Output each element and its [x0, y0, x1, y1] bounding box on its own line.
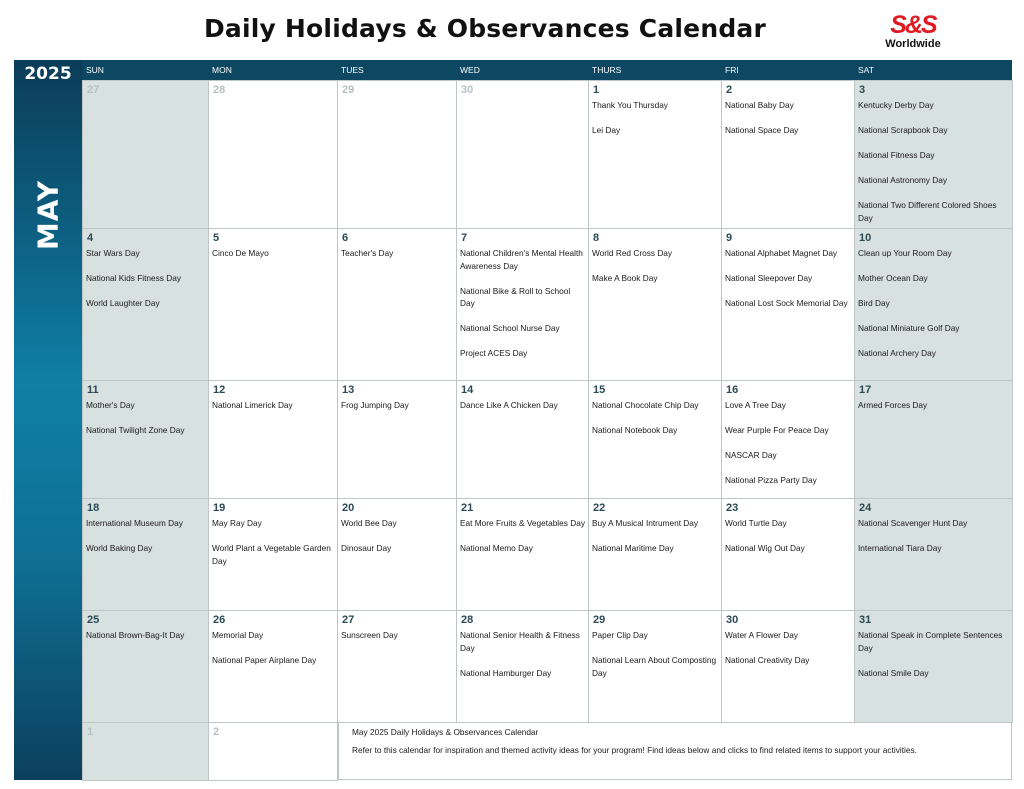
- event-item[interactable]: National Pizza Party Day: [725, 475, 817, 485]
- day-number: 9: [726, 232, 733, 244]
- event-item[interactable]: Armed Forces Day: [858, 400, 928, 410]
- day-cell[interactable]: [721, 228, 855, 381]
- day-number: 2: [726, 84, 733, 96]
- day-cell[interactable]: [208, 722, 338, 781]
- event-list: [725, 629, 852, 667]
- event-list: [460, 247, 586, 360]
- day-number: 23: [726, 502, 739, 514]
- event-item[interactable]: Clean up Your Room Day: [858, 248, 952, 258]
- event-list: [86, 629, 206, 642]
- day-number: 10: [859, 232, 872, 244]
- day-number: 19: [213, 502, 226, 514]
- day-cell[interactable]: [456, 228, 589, 381]
- day-number: 4: [87, 232, 94, 244]
- weekday-mon: MON: [212, 65, 232, 75]
- event-item[interactable]: Mother's Day: [86, 400, 135, 410]
- day-cell[interactable]: [82, 80, 209, 229]
- day-number: 7: [461, 232, 468, 244]
- day-number: 28: [213, 84, 226, 96]
- event-list: [341, 399, 454, 412]
- day-cell[interactable]: [588, 498, 722, 611]
- event-item[interactable]: World Baking Day: [86, 543, 153, 553]
- event-list: [592, 629, 719, 679]
- event-item[interactable]: Dance Like A Chicken Day: [460, 400, 558, 410]
- day-cell[interactable]: [854, 610, 1013, 723]
- event-list: [460, 517, 586, 555]
- event-item[interactable]: International Tiara Day: [858, 543, 942, 553]
- event-item[interactable]: National Scavenger Hunt Day: [858, 518, 968, 528]
- day-cell[interactable]: [82, 610, 209, 723]
- event-item[interactable]: National Memo Day: [460, 543, 533, 553]
- event-item[interactable]: National Smile Day: [858, 667, 929, 678]
- event-list: [460, 399, 586, 412]
- event-list: [725, 399, 852, 487]
- day-cell[interactable]: [208, 380, 338, 499]
- day-number: 22: [593, 502, 606, 514]
- event-item[interactable]: National Limerick Day: [212, 400, 293, 410]
- event-item[interactable]: Memorial Day: [212, 630, 264, 640]
- day-cell[interactable]: [82, 498, 209, 611]
- note-title: May 2025 Daily Holidays & Observances Calendar: [352, 727, 539, 737]
- event-item[interactable]: National Scrapbook Day: [858, 125, 948, 135]
- day-number: 27: [87, 84, 100, 96]
- event-item[interactable]: Teacher's Day: [341, 248, 394, 258]
- event-item[interactable]: World Plant a Vegetable Garden Day: [212, 543, 331, 566]
- event-list: [86, 517, 206, 555]
- day-number: 17: [859, 384, 872, 396]
- event-list: [858, 247, 1010, 360]
- event-item[interactable]: Thank You Thursday: [592, 100, 668, 110]
- event-list: [725, 517, 852, 555]
- event-item[interactable]: Cinco De Mayo: [212, 248, 269, 258]
- day-cell[interactable]: [456, 380, 589, 499]
- day-cell[interactable]: [854, 380, 1013, 499]
- day-number: 11: [87, 384, 99, 396]
- day-number: 12: [213, 384, 226, 396]
- event-item[interactable]: National Speak in Complete Sentences Day: [858, 630, 1003, 653]
- day-cell[interactable]: [456, 80, 589, 229]
- weekday-tues: TUES: [341, 65, 364, 75]
- day-number: 29: [593, 614, 606, 626]
- note-text: Refer to this calendar for inspiration and themed activity ideas for your program! Find ideas below and clicks to find related items to support your activities.: [352, 745, 917, 755]
- event-item[interactable]: Star Wars Day: [86, 248, 140, 258]
- day-cell[interactable]: [208, 228, 338, 381]
- day-number: 3: [859, 84, 866, 96]
- weekday-sat: SAT: [858, 65, 874, 75]
- day-cell[interactable]: [854, 80, 1013, 229]
- day-cell[interactable]: [337, 498, 457, 611]
- day-number: 28: [461, 614, 474, 626]
- event-item[interactable]: May Ray Day: [212, 518, 262, 528]
- event-item[interactable]: National Sleepover Day: [725, 273, 813, 283]
- calendar-grid: [82, 80, 1012, 780]
- logo-subtitle: Worldwide: [885, 38, 941, 50]
- event-list: [592, 399, 719, 437]
- day-cell[interactable]: [588, 228, 722, 381]
- event-item[interactable]: National Miniature Golf Day: [858, 323, 960, 333]
- event-item[interactable]: Buy A Musical Intrument Day: [592, 518, 699, 528]
- day-cell[interactable]: [721, 380, 855, 499]
- month-sidebar: [14, 60, 82, 780]
- event-item[interactable]: National Learn About Composting Day: [592, 655, 717, 678]
- day-cell[interactable]: [337, 228, 457, 381]
- weekday-fri: FRI: [725, 65, 739, 75]
- day-number: 13: [342, 384, 355, 396]
- event-item[interactable]: Lei Day: [592, 125, 621, 135]
- event-item[interactable]: National Astronomy Day: [858, 175, 948, 185]
- event-item[interactable]: National Fitness Day: [858, 150, 935, 160]
- event-list: [86, 247, 206, 310]
- day-cell[interactable]: [721, 610, 855, 723]
- weekday-wed: WED: [460, 65, 480, 75]
- event-item[interactable]: National Kids Fitness Day: [86, 273, 181, 283]
- event-item[interactable]: National Chocolate Chip Day: [592, 400, 699, 410]
- day-cell[interactable]: [456, 610, 589, 723]
- event-item[interactable]: Love A Tree Day: [725, 400, 786, 410]
- day-number: 29: [342, 84, 355, 96]
- day-cell[interactable]: [208, 80, 338, 229]
- event-item[interactable]: Water A Flower Day: [725, 630, 799, 640]
- day-number: 2: [213, 726, 220, 738]
- event-item[interactable]: Paper Clip Day: [592, 630, 648, 640]
- event-item[interactable]: National Paper Airplane Day: [212, 655, 317, 665]
- day-number: 21: [461, 502, 474, 514]
- event-item[interactable]: National Hamburger Day: [460, 667, 552, 678]
- page-title: Daily Holidays & Observances Calendar: [203, 14, 767, 43]
- month-label: MAY: [31, 179, 65, 251]
- event-item[interactable]: World Turtle Day: [725, 518, 787, 528]
- event-list: [460, 629, 586, 679]
- event-list: [725, 99, 852, 137]
- event-item[interactable]: World Laughter Day: [86, 298, 160, 308]
- event-list: [341, 247, 454, 260]
- weekday-sun: SUN: [86, 65, 104, 75]
- event-list: [592, 99, 719, 137]
- day-number: 27: [342, 614, 355, 626]
- day-number: 26: [213, 614, 226, 626]
- day-cell[interactable]: [208, 610, 338, 723]
- day-cell[interactable]: [854, 498, 1013, 611]
- event-item[interactable]: Frog Jumping Day: [341, 400, 409, 410]
- day-number: 15: [593, 384, 606, 396]
- event-item[interactable]: National Lost Sock Memorial Day: [725, 298, 848, 308]
- weekday-thurs: THURS: [592, 65, 622, 75]
- event-item[interactable]: National Space Day: [725, 125, 799, 135]
- day-cell[interactable]: [208, 498, 338, 611]
- day-number: 1: [87, 726, 94, 738]
- event-item[interactable]: Mother Ocean Day: [858, 273, 928, 283]
- event-item[interactable]: National School Nurse Day: [460, 323, 560, 333]
- event-item[interactable]: Dinosaur Day: [341, 543, 392, 553]
- day-number: 30: [726, 614, 739, 626]
- event-list: [858, 399, 1010, 412]
- event-item[interactable]: Project ACES Day: [460, 348, 528, 358]
- event-list: [858, 517, 1010, 555]
- day-number: 1: [593, 84, 600, 96]
- event-list: [592, 247, 719, 285]
- event-item[interactable]: National Twilight Zone Day: [86, 425, 185, 435]
- day-cell[interactable]: [337, 380, 457, 499]
- event-list: [592, 517, 719, 555]
- day-number: 30: [461, 84, 474, 96]
- day-number: 20: [342, 502, 355, 514]
- day-cell[interactable]: [588, 380, 722, 499]
- event-item[interactable]: National Maritime Day: [592, 543, 674, 553]
- day-cell[interactable]: [588, 610, 722, 723]
- day-cell[interactable]: [721, 80, 855, 229]
- event-item[interactable]: International Museum Day: [86, 518, 183, 528]
- day-cell[interactable]: [854, 228, 1013, 381]
- event-list: [341, 517, 454, 555]
- event-item[interactable]: World Red Cross Day: [592, 248, 673, 258]
- company-logo[interactable]: [881, 12, 945, 54]
- event-item[interactable]: World Bee Day: [341, 518, 397, 528]
- event-list: [86, 399, 206, 437]
- day-number: 25: [87, 614, 100, 626]
- event-item[interactable]: Sunscreen Day: [341, 630, 398, 640]
- day-number: 16: [726, 384, 739, 396]
- event-item[interactable]: Make A Book Day: [592, 273, 658, 283]
- event-item[interactable]: Wear Purple For Peace Day: [725, 425, 829, 435]
- day-cell[interactable]: [337, 80, 457, 229]
- day-number: 18: [87, 502, 100, 514]
- event-list: [858, 629, 1010, 679]
- event-item[interactable]: National Bike & Roll to School Day: [460, 285, 571, 308]
- event-item[interactable]: NASCAR Day: [725, 450, 777, 460]
- day-cell[interactable]: [82, 380, 209, 499]
- event-list: [212, 629, 335, 667]
- event-item[interactable]: National Notebook Day: [592, 425, 678, 435]
- day-number: 5: [213, 232, 220, 244]
- day-cell[interactable]: [456, 498, 589, 611]
- day-cell[interactable]: [588, 80, 722, 229]
- day-number: 24: [859, 502, 872, 514]
- event-item[interactable]: National Creativity Day: [725, 655, 810, 665]
- event-item[interactable]: National Two Different Colored Shoes Day: [858, 200, 997, 223]
- logo-mark: S&S: [890, 11, 936, 39]
- day-cell[interactable]: [82, 228, 209, 381]
- event-list: [341, 629, 454, 642]
- day-cell[interactable]: [721, 498, 855, 611]
- event-item[interactable]: Eat More Fruits & Vegetables Day: [460, 518, 585, 528]
- weekday-header: [82, 60, 1012, 80]
- event-item[interactable]: Kentucky Derby Day: [858, 100, 934, 110]
- event-list: [212, 517, 335, 567]
- event-list: [858, 99, 1010, 224]
- event-item[interactable]: Bird Day: [858, 298, 890, 308]
- event-item[interactable]: National Brown-Bag-It Day: [86, 630, 185, 640]
- event-item[interactable]: National Archery Day: [858, 348, 936, 358]
- day-number: 31: [859, 614, 872, 626]
- event-list: [725, 247, 852, 310]
- day-number: 8: [593, 232, 600, 244]
- day-number: 6: [342, 232, 349, 244]
- year-label: 2025: [24, 64, 72, 84]
- event-item[interactable]: National Children's Mental Health Awareness Day: [460, 248, 583, 271]
- calendar-note: [338, 722, 1012, 780]
- event-list: [212, 399, 335, 412]
- event-item[interactable]: National Wig Out Day: [725, 543, 805, 553]
- event-list: [212, 247, 335, 260]
- event-item[interactable]: National Senior Health & Fitness Day: [460, 630, 580, 653]
- event-item[interactable]: National Alphabet Magnet Day: [725, 248, 838, 258]
- day-cell[interactable]: [82, 722, 209, 781]
- day-cell[interactable]: [337, 610, 457, 723]
- event-item[interactable]: National Baby Day: [725, 100, 794, 110]
- day-number: 14: [461, 384, 474, 396]
